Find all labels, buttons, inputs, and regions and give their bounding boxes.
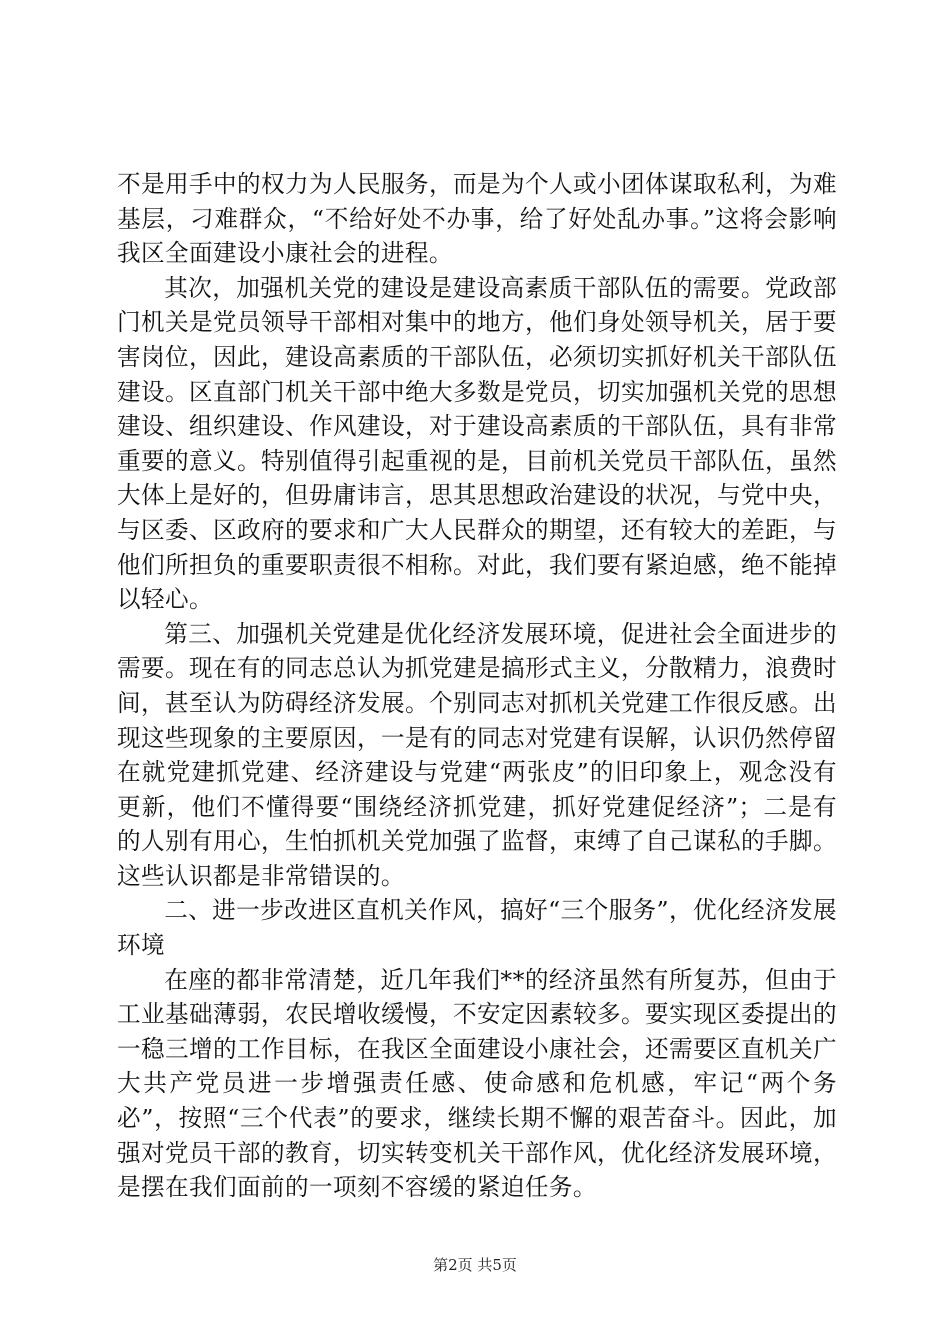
paragraph-urgent-task: 在座的都非常清楚，近几年我们**的经济虽然有所复苏，但由于工业基础薄弱，农民增收缓慢，不安定因素较多。要实现区委提出的一稳三增的工作目标，在我区全面建设小康社会，还需要区直机关广大共产党员进一步增强责任感、使命感和危机感，牢记“两个务必”，按照“三个代表”的要求，继续长期不懈的艰苦奋斗。因此，加强对党员干部的教育，切实转变机关干部作风，优化经济发展环境，是摆在我们面前的一项刻不容缓的紧迫任务。 xyxy=(117,965,837,1202)
section-heading-two: 二、进一步改进区直机关作风，搞好“三个服务”，优化经济发展环境 xyxy=(117,896,837,960)
paragraph-cadre-team: 其次，加强机关党的建设是建设高素质干部队伍的需要。党政部门机关是党员领导干部相对集中的地方，他们身处领导机关，居于要害岗位，因此，建设高素质的干部队伍，必须切实抓好机关干部队伍建设。区直部门机关干部中绝大多数是党员，切实加强机关党的思想建设、组织建设、作风建设，对于建设高素质的干部队伍，具有非常重要的意义。特别值得引起重视的是，目前机关党员干部队伍，虽然大体上是好的，但毋庸讳言，思其思想政治建设的状况，与党中央，与区委、区政府的要求和广大人民群众的期望，还有较大的差距，与他们所担负的重要职责很不相称。对此，我们要有紧迫感，绝不能掉以轻心。 xyxy=(117,273,837,614)
paragraph-economic-environment: 第三、加强机关党建是优化经济发展环境，促进社会全面进步的需要。现在有的同志总认为抓党建是搞形式主义，分散精力，浪费时间，甚至认为防碍经济发展。个别同志对抓机关党建工作很反感。出现这些现象的主要原因，一是有的同志对党建有误解，认识仍然停留在就党建抓党建、经济建设与党建“两张皮”的旧印象上，观念没有更新，他们不懂得要“围绕经济抓党建，抓好党建促经济”；二是有的人别有用心，生怕抓机关党加强了监督，束缚了自己谋私的手脚。这些认识都是非常错误的。 xyxy=(117,619,837,890)
document-body xyxy=(117,167,837,1205)
paragraph-continuation: 不是用手中的权力为人民服务，而是为个人或小团体谋取私利，为难基层，刁难群众，“不给好处不办事，给了好处乱办事。”这将会影响我区全面建设小康社会的进程。 xyxy=(117,170,837,268)
page-number-footer: 第2页 共5页 xyxy=(433,1256,517,1274)
